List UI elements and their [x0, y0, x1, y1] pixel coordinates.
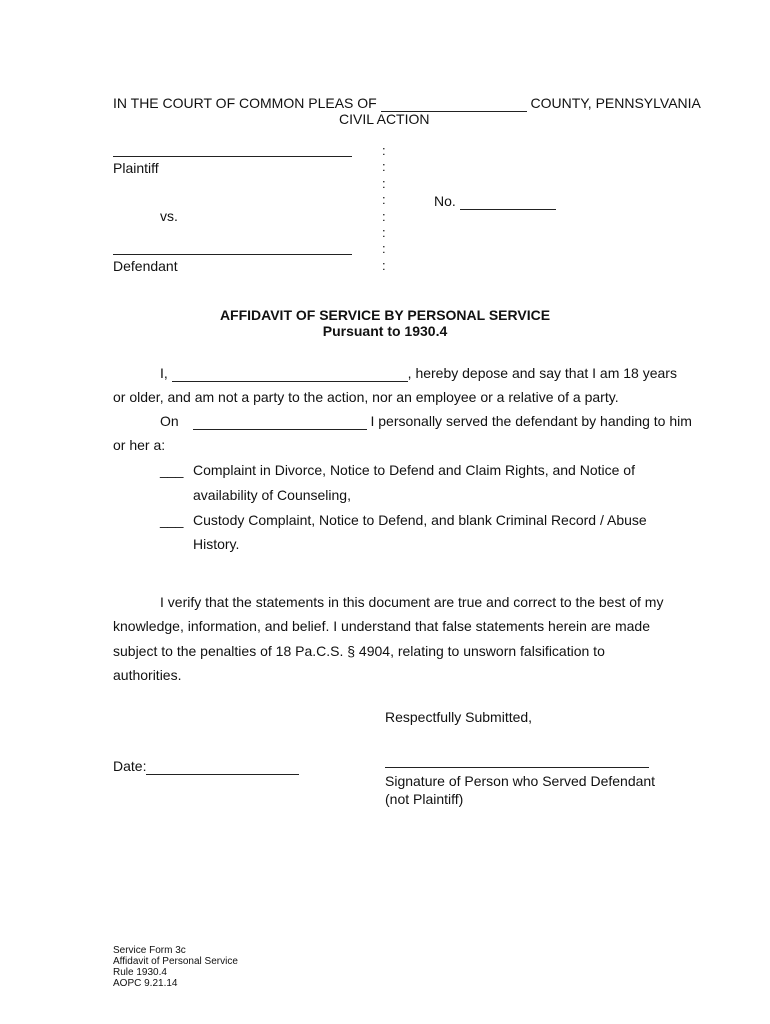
on-prefix: On — [160, 413, 179, 429]
affidavit-title: AFFIDAVIT OF SERVICE BY PERSONAL SERVICE — [219, 307, 551, 323]
option2-line1: Custody Complaint, Notice to Defend, and blank Criminal Record / Abuse — [193, 512, 647, 528]
case-number-field — [434, 193, 556, 210]
footer-form-title: Affidavit of Personal Service — [113, 956, 238, 967]
on-suffix: I personally served the defendant by handing to him — [370, 413, 692, 429]
option1-line1: Complaint in Divorce, Notice to Defend and Claim Rights, and Notice of — [193, 462, 635, 478]
verification-line1: I verify that the statements in this document are true and correct to the best of my — [160, 594, 664, 610]
date-blank[interactable] — [146, 758, 299, 775]
case-number-blank[interactable] — [460, 193, 556, 210]
civil-action-label: CIVIL ACTION — [339, 111, 430, 127]
service-date-blank[interactable] — [193, 413, 367, 430]
footer-aopc: AOPC 9.21.14 — [113, 978, 178, 989]
service-date-line — [160, 413, 692, 430]
i-suffix: , hereby depose and say that I am 18 years — [407, 365, 677, 381]
option2-line2: History. — [193, 536, 240, 552]
deponent-name-blank[interactable] — [172, 365, 408, 382]
court-heading — [113, 95, 701, 112]
vs-label: vs. — [160, 208, 178, 224]
number-label: No. — [434, 193, 456, 209]
option2-checkbox-blank[interactable]: ___ — [160, 512, 184, 528]
date-field — [113, 758, 299, 775]
footer-rule: Rule 1930.4 — [113, 967, 167, 978]
verification-line4: authorities. — [113, 667, 182, 683]
affidavit-subtitle: Pursuant to 1930.4 — [322, 323, 448, 339]
option1-checkbox-blank[interactable]: ___ — [160, 462, 184, 478]
body-line-4: or her a: — [113, 437, 166, 453]
deponent-line — [160, 365, 677, 382]
court-suffix: COUNTY, PENNSYLVANIA — [530, 95, 701, 111]
date-label: Date: — [113, 758, 147, 774]
respectfully-submitted: Respectfully Submitted, — [385, 709, 533, 725]
defendant-label: Defendant — [113, 258, 178, 274]
verification-line3: subject to the penalties of 18 Pa.C.S. § 4904, relating to unsworn falsification to — [113, 643, 605, 659]
not-plaintiff-label: (not Plaintiff) — [385, 791, 464, 807]
county-blank[interactable] — [381, 95, 527, 112]
plaintiff-label: Plaintiff — [113, 160, 159, 176]
i-prefix: I, — [160, 365, 168, 381]
verification-line2: knowledge, information, and belief. I understand that false statements herein are made — [113, 618, 650, 634]
signature-label: Signature of Person who Served Defendant — [385, 773, 656, 789]
signature-line[interactable] — [385, 767, 649, 768]
caption-separator: : : : : : : : : — [382, 143, 386, 273]
footer-form-number: Service Form 3c — [113, 945, 186, 956]
body-line-2: or older, and am not a party to the action, nor an employee or a relative of a party. — [113, 389, 619, 405]
court-prefix: IN THE COURT OF COMMON PLEAS OF — [113, 95, 377, 111]
option1-line2: availability of Counseling, — [193, 487, 351, 503]
defendant-name-line[interactable] — [113, 254, 352, 255]
plaintiff-name-line[interactable] — [113, 156, 352, 157]
